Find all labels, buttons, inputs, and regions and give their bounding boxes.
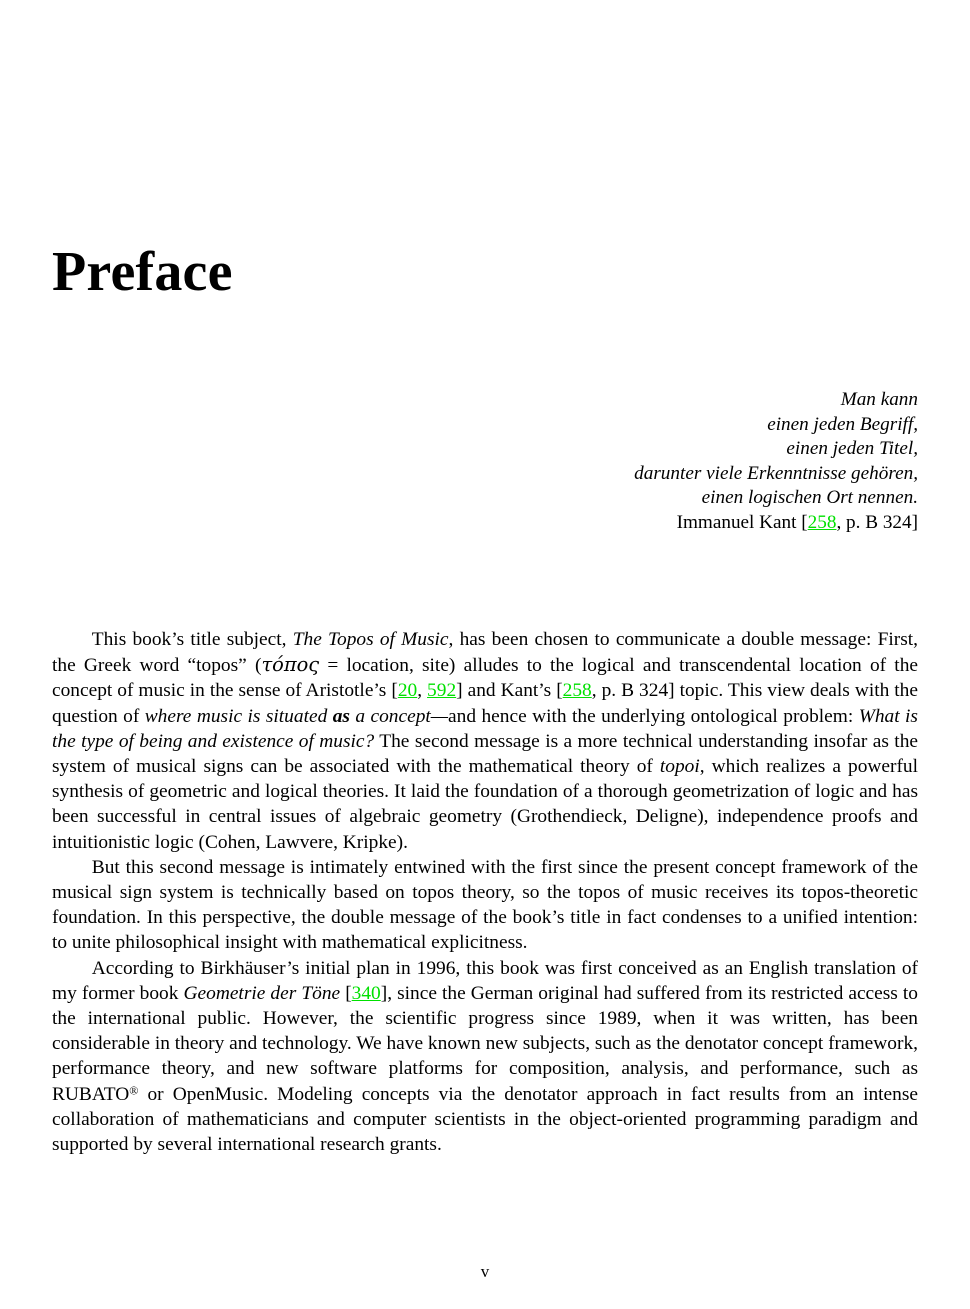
- text-run: According to Birkhäuser’s initial plan in 1996, this book was first conceived as an English translation of my former book: [52, 957, 918, 1004]
- epigraph-attribution: [298, 511, 918, 536]
- epigraph-line: einen logischen Ort nennen.: [701, 487, 918, 509]
- emphasis-topoi: topoi: [659, 756, 700, 778]
- citation-link[interactable]: 258: [807, 511, 837, 533]
- citation-link[interactable]: 20: [397, 680, 418, 702]
- emphasis-question: What is the type of being and existence of music?: [52, 705, 918, 752]
- citation-link[interactable]: 340: [351, 982, 381, 1004]
- text-run: [: [340, 982, 352, 1004]
- emphasis-run: where music is situated: [144, 705, 333, 727]
- book-title-topos-of-music: The Topos of Music: [292, 629, 449, 650]
- paragraph-1: [52, 627, 918, 855]
- epigraph-line: Man kann: [840, 389, 918, 410]
- body-text: [52, 627, 918, 1157]
- epigraph-line: einen jeden Begriff,: [767, 413, 918, 435]
- paragraph-3: [52, 956, 918, 1158]
- citation-link[interactable]: 258: [562, 680, 592, 702]
- text-run: The second message is a more technical understanding insofar as the system of musical signs can be associated with the mathematical theory of: [52, 730, 918, 778]
- page-title: Preface: [52, 241, 233, 303]
- attribution-suffix: , p. B 324]: [836, 511, 918, 533]
- text-run: , which realizes a powerful synthesis of geometric and logical theories. It laid the foundation of a thorough geometrization of logic and has been successful in central issues of algebraic geometry (Grothendieck, Deligne), independence proofs and intuitionistic logic (Cohen, Lawvere, Kripke).: [52, 756, 918, 853]
- text-run: ,: [417, 680, 428, 702]
- epigraph-line: darunter viele Erkenntnisse gehören,: [634, 462, 918, 484]
- page-number: v: [480, 1262, 490, 1281]
- emphasis-run: a concept—: [349, 705, 449, 727]
- text-run: and hence with the underlying ontological problem:: [448, 705, 859, 727]
- epigraph-block: [298, 388, 918, 536]
- text-run: , p. B 324] topic. This view deals with the question of: [52, 680, 918, 727]
- text-run: This book’s title subject,: [91, 629, 293, 650]
- citation-link[interactable]: 592: [427, 680, 457, 702]
- registered-trademark-icon: ®: [129, 1083, 139, 1098]
- attribution-prefix: Immanuel Kant [: [676, 511, 808, 533]
- paragraph-2: [52, 855, 918, 956]
- greek-word-topos: τόπος: [261, 653, 320, 677]
- strong-emphasis-as: as: [332, 705, 350, 727]
- book-title-geometrie-der-toene: Geometrie der Töne: [183, 982, 341, 1004]
- text-run: = location, site) alludes to the logical and transcendental location of the concept of music in the sense of Aristotle’s [: [52, 655, 918, 702]
- text-run: , has been chosen to communicate a double message: First, the Greek word “topos” (: [52, 629, 918, 677]
- epigraph-line: einen jeden Titel,: [786, 438, 918, 460]
- text-run: ] and Kant’s [: [456, 680, 563, 702]
- text-run: or OpenMusic. Modeling concepts via the denotator approach in fact results from an intense collaboration of mathematicians and computer scientists in the object-oriented programming paradigm and supported by several international research grants.: [52, 1083, 918, 1156]
- text-run: But this second message is intimately entwined with the first since the present concept framework of the musical sign system is technically based on topos theory, so the topos of music receives its topos-theoretic foundation. In this perspective, the double message of the book’s title in fact condenses to a unified intention: to unite philosophical insight with mathematical explicitness.: [52, 856, 918, 954]
- text-run: ], since the German original had suffered from its restricted access to the international public. However, the scientific progress since 1989, when it was written, has been considerable in theory and technology. We have known new subjects, such as the denotator concept framework, performance theory, and new software platforms for composition, analysis, and performance, such as RUBATO: [52, 982, 918, 1105]
